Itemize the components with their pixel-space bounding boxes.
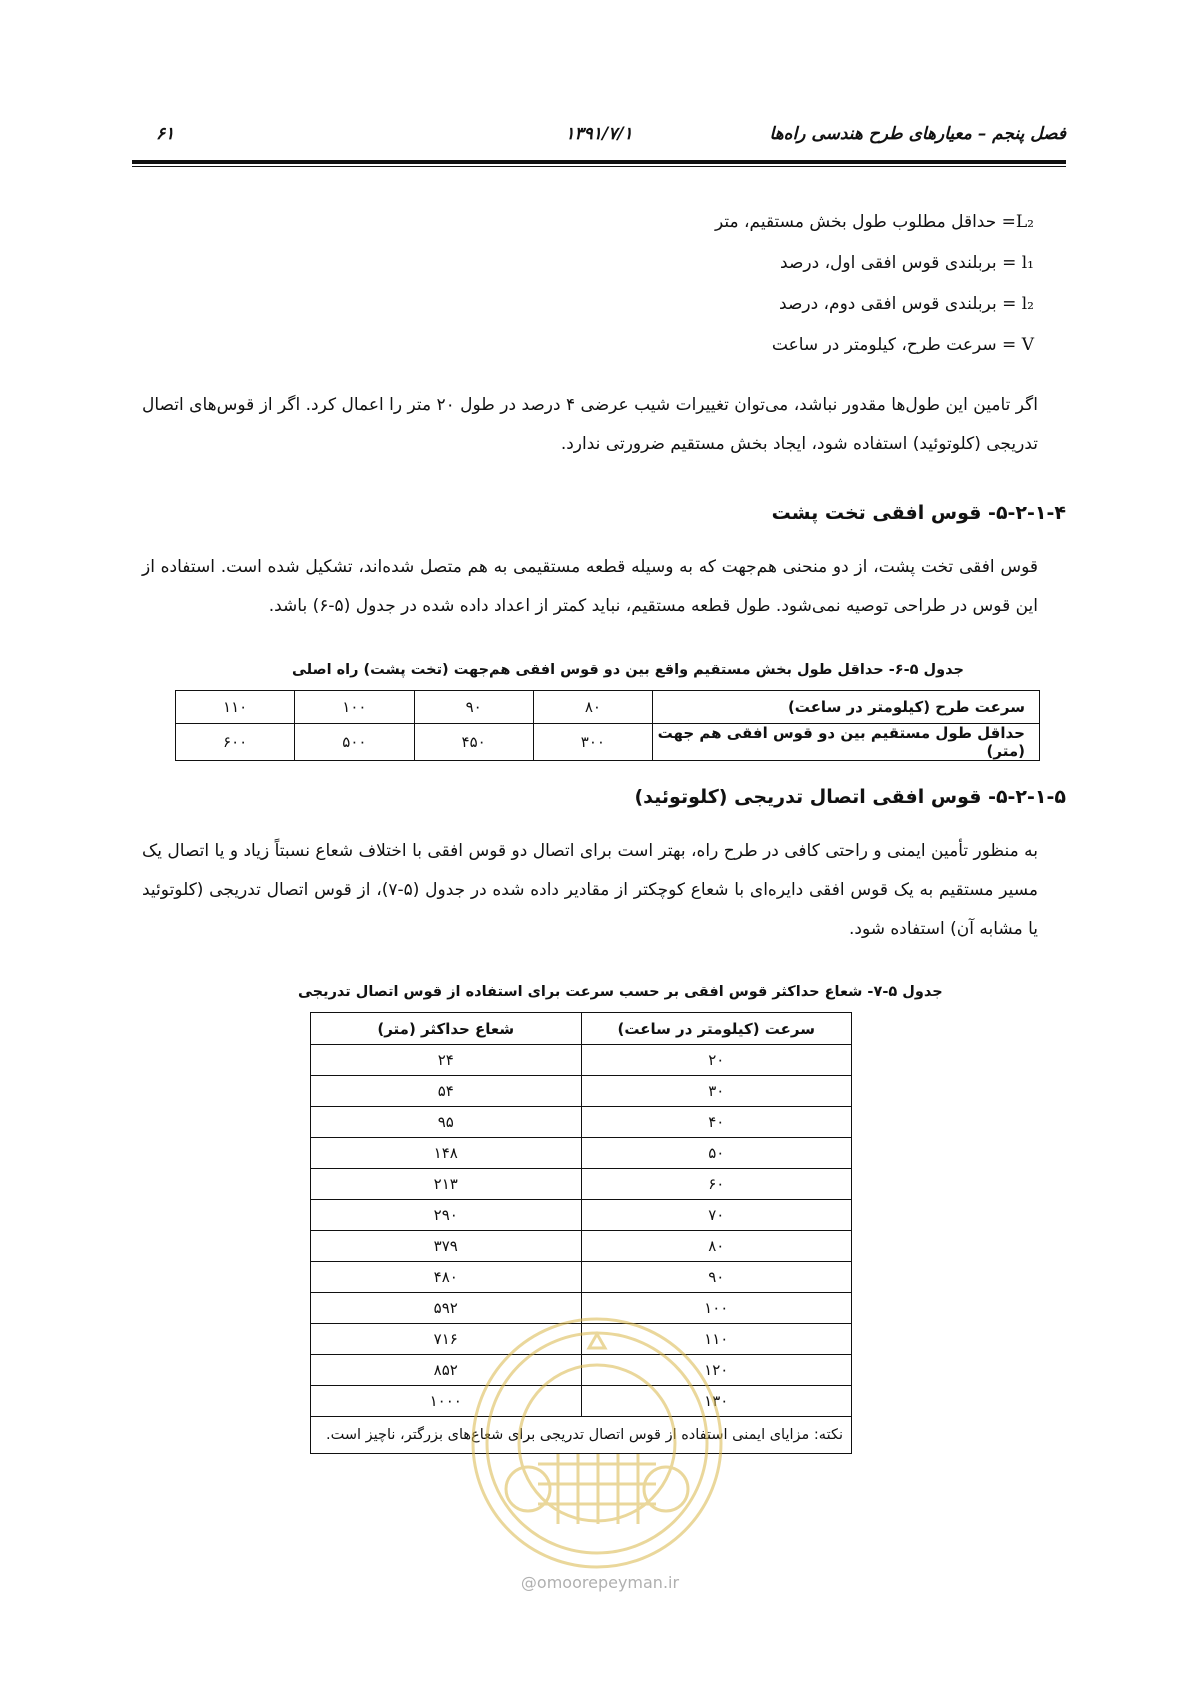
- table-cell: ۲۰: [581, 1045, 852, 1076]
- watermark-logo: [468, 1314, 726, 1572]
- table-cell: ۱۴۸: [311, 1138, 582, 1169]
- definition-item: [715, 251, 1034, 292]
- section-heading: ۵-۲-۱-۵- قوس افقی اتصال تدریجی (کلوتوئید): [634, 786, 1066, 808]
- variable-definitions: [715, 210, 1034, 374]
- column-header: شعاع حداکثر (متر): [311, 1013, 582, 1045]
- table-cell: ۱۲۰: [581, 1355, 852, 1386]
- definition-sep: =: [996, 253, 1022, 273]
- table-cell: ۴۰: [581, 1107, 852, 1138]
- table-row: [311, 1076, 852, 1107]
- table-row: [311, 1138, 852, 1169]
- table-min-tangent-length: [175, 690, 1040, 761]
- section-heading: ۵-۲-۱-۴- قوس افقی تخت پشت: [771, 502, 1066, 524]
- table-cell: ۳۰۰: [533, 724, 652, 761]
- table-cell: ۹۰: [581, 1262, 852, 1293]
- definition-text: حداقل مطلوب طول بخش مستقیم، متر: [715, 212, 1002, 232]
- definition-sep: =: [996, 335, 1022, 355]
- running-header: [132, 124, 1066, 146]
- table-cell: ۱۰۰: [295, 691, 414, 724]
- header-rule-thick: [132, 160, 1066, 164]
- table-row: [311, 1200, 852, 1231]
- table-cell: ۱۱۰: [176, 691, 295, 724]
- definition-item: [715, 210, 1034, 251]
- definition-text: سرعت طرح، کیلومتر در ساعت: [771, 335, 997, 355]
- paragraph: [142, 386, 1066, 464]
- definition-symbol: V: [1021, 335, 1034, 355]
- table-cell: ۵۰۰: [295, 724, 414, 761]
- table-cell: ۲۱۳: [311, 1169, 582, 1200]
- table-cell: ۱۱۰: [581, 1324, 852, 1355]
- table-cell: ۳۷۹: [311, 1231, 582, 1262]
- table-cell: ۸۰: [581, 1231, 852, 1262]
- table-cell: ۴۸۰: [311, 1262, 582, 1293]
- table-cell: ۵۴: [311, 1076, 582, 1107]
- watermark-url-text: omoorepeyman.ir: [536, 1573, 680, 1592]
- table-cell: ۳۰: [581, 1076, 852, 1107]
- table-cell: ۷۱۶: [311, 1324, 582, 1355]
- table-row: [176, 691, 1040, 724]
- table-cell: ۱۳۰: [581, 1386, 852, 1417]
- table-row: [311, 1045, 852, 1076]
- definition-item: [715, 292, 1034, 333]
- table-caption: جدول ۵-۷- شعاع حداکثر قوس افقی بر حسب سرعت برای استفاده از قوس اتصال تدریجی: [298, 984, 943, 1000]
- table-cell: ۲۴: [311, 1045, 582, 1076]
- chapter-title: فصل پنجم – معیارهای طرح هندسی راه‌ها: [769, 124, 1066, 144]
- table-cell: ۹۵: [311, 1107, 582, 1138]
- definition-text: بربلندی قوس افقی اول، درصد: [780, 253, 997, 273]
- table-cell: ۸۵۲: [311, 1355, 582, 1386]
- table-cell: ۲۹۰: [311, 1200, 582, 1231]
- page-number: ۶۱: [156, 124, 175, 144]
- table-row: [311, 1107, 852, 1138]
- paragraph-text: قوس افقی تخت پشت، از دو منحنی هم‌جهت که به وسیله قطعه مستقیمی به هم متصل شده‌اند، تشکیل شده است. استفاده از این قوس در طراحی توصیه نمی‌شود. طول قطعه مستقیم، نباید کمتر از اعداد داده شده در جدول (۵-۶) باشد.: [142, 557, 1038, 616]
- column-header: سرعت (کیلومتر در ساعت): [581, 1013, 852, 1045]
- table-cell: ۱۰۰۰: [311, 1386, 582, 1417]
- header-date: ۱۳۹۱/۷/۱: [565, 124, 633, 144]
- paragraph: [142, 832, 1066, 949]
- header-rule-thin: [132, 166, 1066, 167]
- table-cell: ۵۹۲: [311, 1293, 582, 1324]
- table-cell: ۹۰: [414, 691, 533, 724]
- table-cell: ۷۰: [581, 1200, 852, 1231]
- watermark-url: [495, 1573, 705, 1592]
- table-caption: جدول ۵-۶- حداقل طول بخش مستقیم واقع بین دو قوس افقی هم‌جهت (تخت پشت) راه اصلی: [292, 662, 964, 678]
- table-cell: ۸۰: [533, 691, 652, 724]
- table-cell: ۴۵۰: [414, 724, 533, 761]
- table-row: [311, 1169, 852, 1200]
- table-row: [311, 1262, 852, 1293]
- table-cell: ۱۰۰: [581, 1293, 852, 1324]
- definition-symbol: l₂: [1021, 294, 1034, 314]
- table-row: [311, 1231, 852, 1262]
- definition-item: [715, 333, 1034, 374]
- table-note: نکته: مزایای ایمنی استفاده از قوس اتصال تدریجی برای شعاع‌های بزرگتر، ناچیز است.: [311, 1417, 852, 1454]
- paragraph: [142, 548, 1066, 626]
- row-header: حداقل طول مستقیم بین دو قوس افقی هم جهت (متر): [653, 724, 1040, 761]
- paragraph-text: به منظور تأمین ایمنی و راحتی کافی در طرح راه، بهتر است برای اتصال دو قوس افقی با اختلاف شعاع نسبتاً زیاد و یا اتصال یک مسیر مستقیم به یک قوس افقی دایره‌ای با شعاع کوچکتر از مقادیر داده شده در جدول (۵-۷)، از قوس اتصال تدریجی (کلوتوئید یا مشابه آن) استفاده شود.: [142, 841, 1039, 939]
- table-cell: ۶۰۰: [176, 724, 295, 761]
- table-cell: ۵۰: [581, 1138, 852, 1169]
- at-icon: @: [520, 1573, 537, 1592]
- table-header-row: [311, 1013, 852, 1045]
- row-header: سرعت طرح (کیلومتر در ساعت): [653, 691, 1040, 724]
- definition-symbol: L₂: [1015, 212, 1034, 232]
- definition-sep: =: [1001, 212, 1016, 232]
- table-row: [176, 724, 1040, 761]
- definition-text: بربلندی قوس افقی دوم، درصد: [779, 294, 997, 314]
- definition-sep: =: [996, 294, 1022, 314]
- table-cell: ۶۰: [581, 1169, 852, 1200]
- definition-symbol: l₁: [1021, 253, 1034, 273]
- paragraph-text: اگر تامین این طول‌ها مقدور نباشد، می‌توان تغییرات شیب عرضی ۴ درصد در طول ۲۰ متر را اعمال کرد. اگر از قوس‌های اتصال تدریجی (کلوتوئید) استفاده شود، ایجاد بخش مستقیم ضرورتی ندارد.: [142, 395, 1038, 454]
